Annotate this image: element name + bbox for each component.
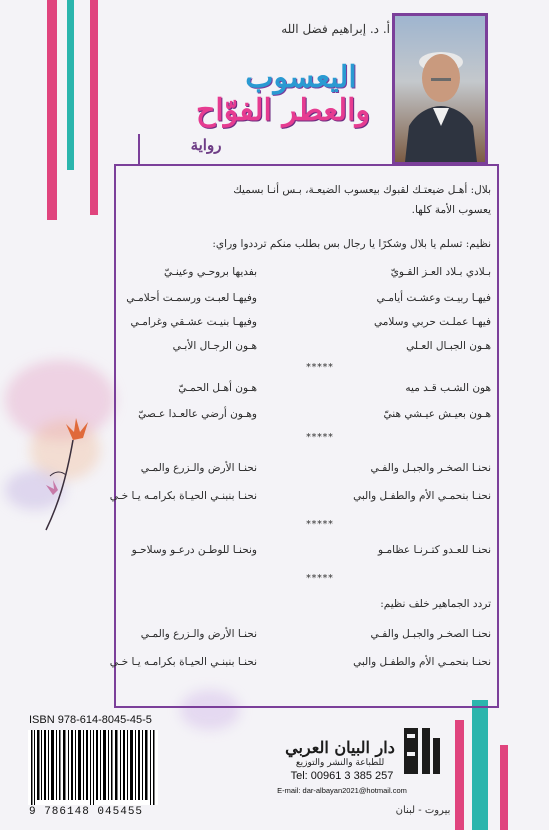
poem-verse-right: فيهـا ربيـت وعشـت أيامـي [376, 292, 491, 304]
poem-verse-right: نحنـا الصخـر والجبـل والفـي [370, 628, 491, 640]
poem-verse-left: نحنـا الأرض والـزرع والمـي [140, 628, 257, 640]
poem-verse-right: نحنـا الصخـر والجبـل والفـي [370, 462, 491, 474]
intro-line: بلال: أهـل ضيعتـك لقبوك بيعسوب الضيعـة، بـس أنـا بسميك [233, 184, 491, 196]
poem-verse-right: نحنـا بنحمـي الأم والطفـل والبي [353, 656, 491, 668]
poem-verse-left: نحنـا بنبنـي الحيـاة بكرامـه يـا خـي [109, 656, 257, 668]
poem-verse-left: هـون الرجـال الأبـي [172, 340, 257, 352]
poem-verse-right: نحنـا للعـدو كتـرنـا عظامـو [378, 544, 491, 556]
poem-verse-left: نحنـا الأرض والـزرع والمـي [140, 462, 257, 474]
book-title-line1: اليعسوب [245, 60, 357, 95]
decorative-stripe [500, 745, 508, 830]
frame-connector [138, 134, 140, 164]
poem-verse-left: بفديها بروحـي وعينـيّ [164, 266, 257, 278]
poem-verse-right: بـلادي بـلاد العـز القـويّ [390, 266, 491, 278]
poem-verse-left: وفيهـا بنيـت عشـقي وغرامـي [130, 316, 257, 328]
decorative-stripe [47, 0, 57, 220]
publisher-subtitle: للطباعة والنشر والتوزيع [295, 758, 385, 768]
book-title-line2: والعطر الفوّاح [196, 93, 370, 128]
decorative-stripe [472, 700, 488, 830]
separator: ***** [306, 574, 334, 584]
poem-verse-right: هـون بعيـش عيـشي هنيّ [383, 408, 491, 420]
book-genre: رواية [190, 136, 222, 154]
author-name: أ. د. إبراهيم فضل الله [281, 22, 390, 36]
barcode [28, 730, 158, 805]
author-photo [392, 13, 488, 165]
intro-line: يعسوب الأمة كلها. [411, 204, 491, 216]
poem-verse-left: وهـون أرضي عالعـدا عـصيّ [138, 408, 257, 420]
poem-verse-right: هـون الجبـال العـلي [406, 340, 491, 352]
poem-verse-right: نحنـا بنحمـي الأم والطفـل والبي [353, 490, 491, 502]
publisher-city: بيروت - لبنان [395, 805, 451, 816]
poem-verse-left: هـون أهـل الحمـيّ [178, 382, 257, 394]
decorative-stripe [90, 0, 98, 215]
decorative-stripe [455, 720, 464, 830]
poem-verse-left: وفيهـا لعبـت ورسمـت أحلامـي [126, 292, 257, 304]
publisher-logo-icon [402, 724, 442, 779]
separator: ***** [306, 363, 334, 373]
poem-verse-left: نحنـا بنبنـي الحيـاة بكرامـه يـا خـي [109, 490, 257, 502]
chorus-intro: تردد الجماهير خلف نظيم: [380, 598, 491, 610]
isbn-digits: 9 786148 045455 [29, 806, 144, 818]
poem-verse-right: فيهـا عملـت حربي وسلامي [374, 316, 491, 328]
flower-illustration [28, 410, 108, 540]
intro-line: نظيم: تسلم يا بلال وشكرًا يا رجال بس بطلب منكم ترددوا وراي: [212, 238, 491, 250]
publisher-phone: Tel: 00961 3 385 257 [290, 770, 394, 782]
separator: ***** [306, 520, 334, 530]
publisher-email: E-mail: dar-albayan2021@hotmail.com [277, 786, 407, 795]
poem-verse-right: هون الشـب قـد ميه [405, 382, 491, 394]
separator: ***** [306, 433, 334, 443]
poem-verse-left: ونحنـا للوطـن درعـو وسلاحـو [131, 544, 257, 556]
publisher-name: دار البيان العربي [285, 738, 395, 757]
isbn-label: ISBN 978-614-8045-45-5 [29, 714, 152, 726]
decorative-stripe [67, 0, 74, 170]
